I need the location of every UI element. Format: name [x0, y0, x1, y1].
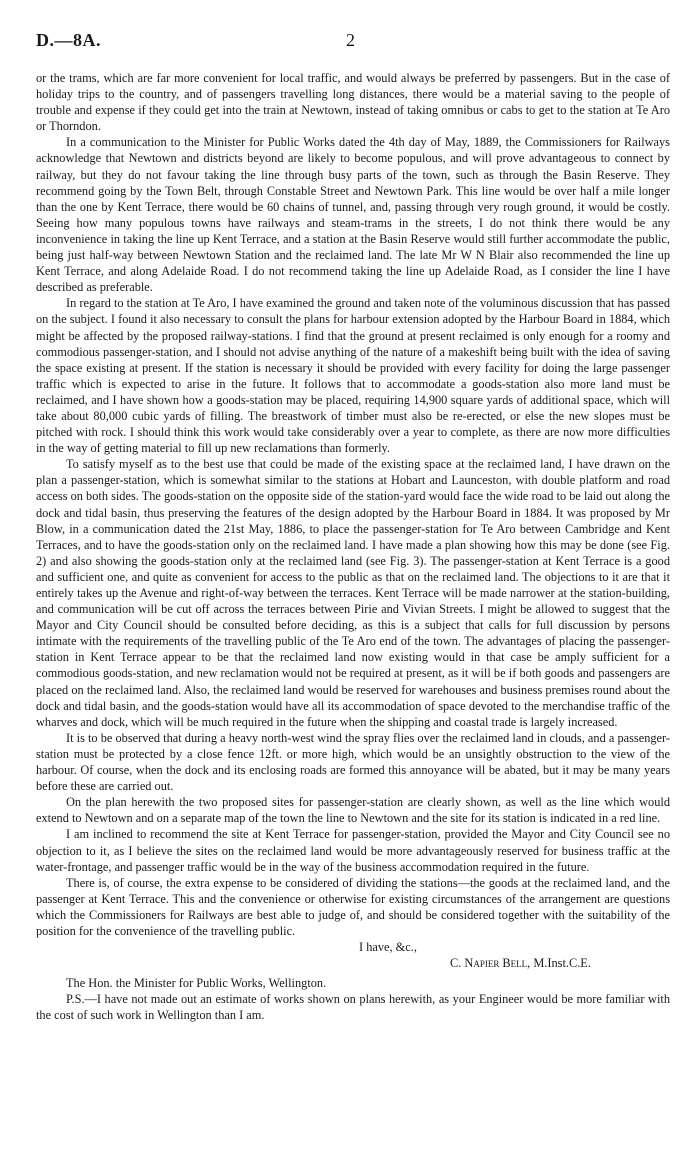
signature-block	[36, 939, 670, 973]
body-paragraph: In regard to the station at Te Aro, I have examined the ground and taken note of the voluminous discussion that has passed on the subject. I found it also necessary to consult the plans for harbour extension adopted by the Harbour Board in 1884, which might be affected by the proposed railway-stations. I find that the ground at present reclaimed is only enough for a roomy and commodious passenger-station, and I should not advise anything of the nature of a makeshift being built with the idea of saving the space existing at present. If the station is necessary it should be provided with every facility for doing the large passenger traffic which is expected to arise in the future. It follows that to accommodate a goods-station also more land must be reclaimed, and I have shown how a goods-station may be placed, requiring 14,900 square yards of additional space, which will take about 80,000 cubic yards of filling. The breastwork of timber must also be re-erected, or else the new slopes must be pitched with rock. I should think this work would take considerably over a year to complete, as there are now more difficulties in the way of getting material to fill up new reclamations than formerly.	[36, 296, 670, 456]
body-paragraph: There is, of course, the extra expense to be considered of dividing the stations—the goods at the reclaimed land, and the passenger at Kent Terrace. This and the convenience or otherwise for existing circumstances of the arrangement are questions which the Commissioners for Railways are best able to judge of, and should be considered together with the suitability of the position for the convenience of the travelling public.	[36, 875, 670, 938]
body-paragraph: In a communication to the Minister for Public Works dated the 4th day of May, 1889, the Commissioners for Railways acknowledge that Newtown and districts beyond are likely to become populous, and will prove advantageous to connect by railway, but they do not favour taking the line through busy parts of the town, such as through the Basin Reserve. They recommend going by the Town Belt, through Constable Street and Newtown Park. This line would be over half a mile longer than the one by Kent Terrace, there would be 60 chains of tunnel, and, passing through very rough ground, it would be costly. Seeing how many populous towns have railways and steam-trams in the streets, I do not think there would be any inconvenience in taking the line up Kent Terrace, and a station at the Basin Reserve would still further accommodate the public, being just half-way between Newtown Station and the reclaimed land. The late Mr W N Blair also recommended the line up Kent Terrace, and along Adelaide Road. I do not recommend taking the line up Adelaide Road, as I consider the line I have described as preferable.	[36, 135, 670, 295]
signatory-name: C. Napier Bell,	[450, 956, 531, 971]
addressee: The Hon. the Minister for Public Works, Wellington.	[66, 976, 327, 991]
body-paragraph: I am inclined to recommend the site at Kent Terrace for passenger-station, provided the Mayor and City Council see no objection to it, as I believe the sites on the reclaimed land would be more advantageously reserved for business traffic at the water-frontage, and passenger traffic would be in the way of the business accommodation required in the future.	[36, 827, 670, 874]
postscript: P.S.—I have not made out an estimate of works shown on plans herewith, as your Engineer would be more familiar with the cost of such work in Wellington than I am.	[36, 992, 670, 1023]
page-number: 2	[346, 30, 355, 50]
body-paragraph: It is to be observed that during a heavy north-west wind the spray flies over the reclaimed land in clouds, and a passenger-station must be protected by a close fence 12ft. or more high, which would be an unsightly obstruction to the view of the harbour. Of course, when the dock and its enclosing roads are formed this annoyance will be abated, but it may be many years before these are carried out.	[36, 730, 670, 794]
closing-salutation: I have, &c.,	[359, 940, 417, 955]
body-paragraph: or the trams, which are far more convenient for local traffic, and would always be preferred by passengers. But in the case of holiday trips to the country, and of passengers travelling long distances, there would be a material saving to the people of trouble and expense if they could get into the train at Newtown, instead of taking omnibus or cabs to get to the station at Te Aro or Thorndon.	[36, 71, 670, 134]
body-paragraph: To satisfy myself as to the best use that could be made of the existing space at the reclaimed land, I have drawn on the plan a passenger-station, which is somewhat similar to the stations at Hobart and Launceston, with double platform and road access on both sides. The goods-station on the opposite side of the station-yard would face the wide road to be laid out along the dock and tidal basin, thus preserving the features of the design adopted by the Harbour Board in 1884. It was proposed by Mr Blow, in a communication dated the 21st May, 1886, to place the passenger-station for Te Aro between Cambridge and Kent Terraces, and to have the goods-station only on the reclaimed land. I have made a plan showing how this may be done (see Fig. 2) and also showing the goods-station only at the reclaimed land (see Fig. 3). The passenger-station at Kent Terrace is a good and sufficient one, and quite as convenient for access to the public as that on the reclaimed land. The objections to it are that it entirely takes up the Avenue and right-of-way between the terraces. Kent Terrace will be made narrower at the station-building, and communication will be cut off across the terraces between Pirie and Vivian Streets. I might be allowed to suggest that the Mayor and City Council should be consulted before deciding, as this is a subject that calls for full discussion by persons intimate with the requirements of the travelling public of the Te Aro end of the town. The advantages of placing the passenger-station in Kent Terrace appear to be that the reclaimed land now existing would in that case be amply sufficient for a commodious goods-station, and new reclamation would not be required at present, as it will be if both goods and passengers are placed on the reclaimed land. Also, the reclaimed land would be reserved for warehouses and business premises round about the dock and tidal basin, and the goods-station would have all its accommodation of space devoted to the merchandise traffic of the wharves and dock, which will be much required in the future when the shipping and coastal trade is largely increased.	[36, 457, 670, 729]
letter-body	[36, 70, 670, 939]
body-paragraph: On the plan herewith the two proposed sites for passenger-station are clearly shown, as well as the line which would extend to Newtown and on a separate map of the town the line to Newtown and the site for its station is indicated in a red line.	[36, 795, 670, 826]
document-reference: D.—8A.	[36, 30, 101, 50]
signature	[450, 955, 591, 971]
signatory-credentials: M.Inst.C.E.	[533, 956, 591, 971]
page-header	[36, 30, 670, 56]
